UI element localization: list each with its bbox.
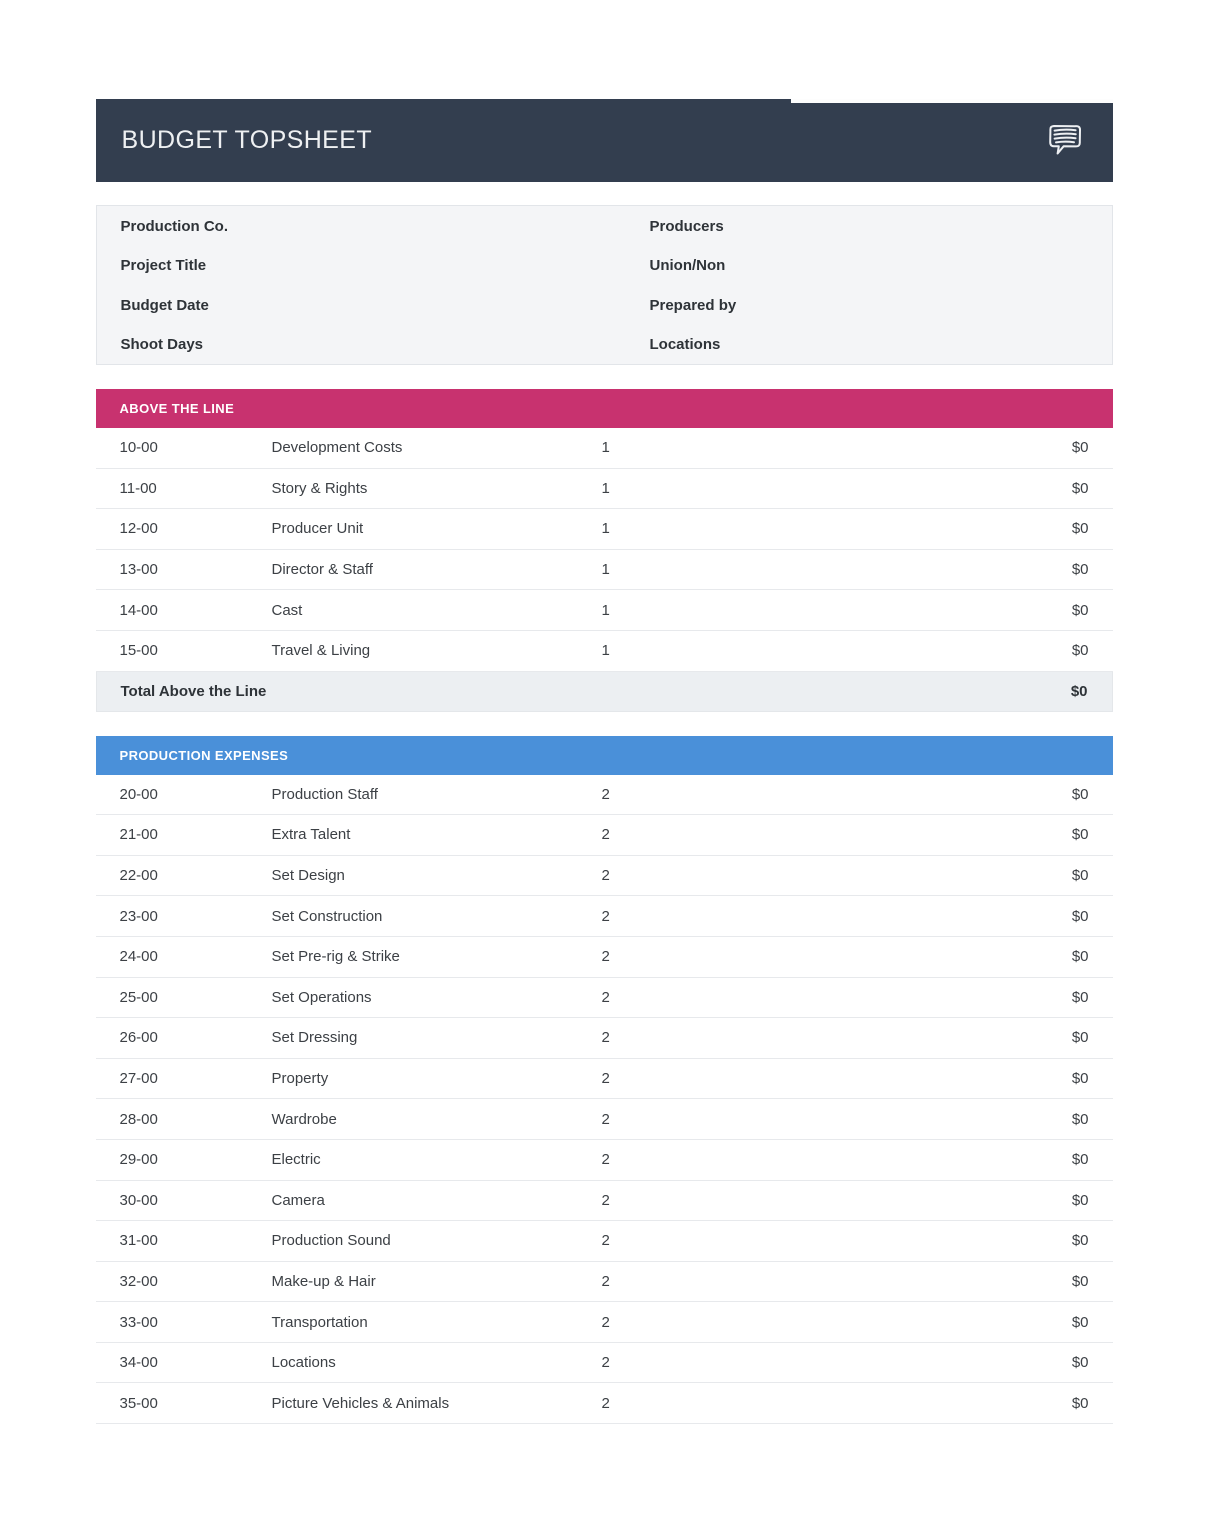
- field-label-shoot-days: Shoot Days: [120, 335, 204, 353]
- row-label: Property: [271, 1070, 329, 1088]
- info-panel: [96, 205, 1113, 365]
- info-column-right: [650, 207, 737, 364]
- row-amount: $0: [1071, 826, 1089, 844]
- field-label-prepared-by: Prepared by: [649, 296, 737, 314]
- row-label: Story & Rights: [271, 479, 368, 497]
- section-title: ABOVE THE LINE: [119, 401, 235, 416]
- row-label: Extra Talent: [271, 826, 351, 844]
- row-code: 31-00: [119, 1232, 158, 1250]
- row-label: Picture Vehicles & Animals: [271, 1394, 450, 1412]
- table-row: [96, 1262, 1113, 1303]
- table-row: [96, 775, 1113, 816]
- row-count: 1: [601, 642, 610, 660]
- row-amount: $0: [1071, 785, 1089, 803]
- budget-sections: [96, 389, 1113, 1424]
- table-row: [96, 631, 1113, 672]
- row-count: 2: [601, 907, 610, 925]
- row-code: 24-00: [119, 948, 158, 966]
- row-count: 1: [601, 479, 610, 497]
- field-label-locations: Locations: [649, 335, 721, 353]
- table-row: [96, 978, 1113, 1019]
- row-amount: $0: [1071, 1070, 1089, 1088]
- budget-section-above-the-line: [96, 389, 1113, 712]
- section-header-bar: [96, 736, 1113, 775]
- row-label: Electric: [271, 1151, 321, 1169]
- table-row: [96, 509, 1113, 550]
- row-code: 15-00: [119, 642, 158, 660]
- row-count: 2: [601, 1029, 610, 1047]
- row-label: Travel & Living: [271, 642, 371, 660]
- row-label: Camera: [271, 1191, 325, 1209]
- row-count: 1: [601, 561, 610, 579]
- row-count: 1: [601, 520, 610, 538]
- row-label: Production Staff: [271, 785, 378, 803]
- row-code: 33-00: [119, 1313, 158, 1331]
- row-amount: $0: [1071, 601, 1089, 619]
- row-count: 2: [601, 1110, 610, 1128]
- row-count: 2: [601, 1191, 610, 1209]
- row-amount: $0: [1071, 520, 1089, 538]
- row-count: 2: [601, 988, 610, 1006]
- page-title: BUDGET TOPSHEET: [121, 126, 373, 154]
- row-amount: $0: [1071, 948, 1089, 966]
- row-label: Director & Staff: [271, 561, 373, 579]
- field-label-project-title: Project Title: [120, 257, 207, 275]
- row-label: Producer Unit: [271, 520, 364, 538]
- row-code: 35-00: [119, 1394, 158, 1412]
- row-label: Make-up & Hair: [271, 1272, 376, 1290]
- row-code: 27-00: [119, 1070, 158, 1088]
- row-code: 34-00: [119, 1354, 158, 1372]
- header-notch: [791, 99, 1113, 103]
- table-row: [96, 937, 1113, 978]
- row-count: 2: [601, 1394, 610, 1412]
- row-code: 21-00: [119, 826, 158, 844]
- row-amount: $0: [1071, 1313, 1089, 1331]
- row-count: 2: [601, 826, 610, 844]
- row-label: Cast: [271, 601, 303, 619]
- row-label: Production Sound: [271, 1232, 391, 1250]
- row-count: 2: [601, 867, 610, 885]
- table-row: [96, 1059, 1113, 1100]
- row-amount: $0: [1071, 907, 1089, 925]
- table-row: [96, 1302, 1113, 1343]
- table-row: [96, 1140, 1113, 1181]
- section-total-row: [96, 672, 1113, 712]
- row-count: 2: [601, 1313, 610, 1331]
- row-code: 23-00: [119, 907, 158, 925]
- row-amount: $0: [1071, 1354, 1089, 1372]
- row-amount: $0: [1071, 439, 1089, 457]
- row-amount: $0: [1071, 1029, 1089, 1047]
- row-label: Set Operations: [271, 988, 372, 1006]
- row-label: Set Dressing: [271, 1029, 358, 1047]
- row-count: 2: [601, 1272, 610, 1290]
- field-label-budget-date: Budget Date: [120, 296, 209, 314]
- row-amount: $0: [1071, 642, 1089, 660]
- row-code: 28-00: [119, 1110, 158, 1128]
- row-amount: $0: [1071, 988, 1089, 1006]
- table-row: [96, 815, 1113, 856]
- comment-bubble-icon[interactable]: [1047, 122, 1083, 160]
- row-code: 12-00: [119, 520, 158, 538]
- table-row: [96, 1018, 1113, 1059]
- row-code: 32-00: [119, 1272, 158, 1290]
- row-code: 26-00: [119, 1029, 158, 1047]
- field-label-union-non: Union/Non: [649, 257, 726, 275]
- row-amount: $0: [1071, 1191, 1089, 1209]
- row-count: 2: [601, 1354, 610, 1372]
- section-header-bar: [96, 389, 1113, 428]
- row-label: Set Construction: [271, 907, 383, 925]
- row-code: 20-00: [119, 785, 158, 803]
- row-count: 2: [601, 1151, 610, 1169]
- total-amount: $0: [1070, 682, 1088, 700]
- row-count: 2: [601, 785, 610, 803]
- table-row: [96, 1383, 1113, 1424]
- table-row: [96, 856, 1113, 897]
- table-row: [96, 1099, 1113, 1140]
- table-row: [96, 550, 1113, 591]
- row-code: 14-00: [119, 601, 158, 619]
- table-row: [96, 896, 1113, 937]
- row-code: 30-00: [119, 1191, 158, 1209]
- row-count: 2: [601, 1232, 610, 1250]
- row-amount: $0: [1071, 561, 1089, 579]
- table-row: [96, 1343, 1113, 1384]
- row-code: 25-00: [119, 988, 158, 1006]
- row-label: Locations: [271, 1354, 336, 1372]
- table-row: [96, 469, 1113, 510]
- table-row: [96, 590, 1113, 631]
- row-amount: $0: [1071, 1110, 1089, 1128]
- table-row: [96, 1181, 1113, 1222]
- row-label: Set Pre-rig & Strike: [271, 948, 400, 966]
- section-title: PRODUCTION EXPENSES: [119, 747, 289, 763]
- row-code: 13-00: [119, 561, 158, 579]
- row-code: 10-00: [119, 439, 158, 457]
- row-amount: $0: [1071, 1151, 1089, 1169]
- table-row: [96, 1221, 1113, 1262]
- row-code: 11-00: [119, 479, 157, 497]
- row-amount: $0: [1071, 867, 1089, 885]
- total-label: Total Above the Line: [120, 682, 267, 700]
- row-label: Wardrobe: [271, 1110, 337, 1128]
- row-amount: $0: [1071, 1272, 1089, 1290]
- row-count: 2: [601, 1070, 610, 1088]
- page-header: [96, 99, 1113, 182]
- budget-topsheet-page: [96, 0, 1113, 1424]
- row-label: Development Costs: [271, 439, 403, 457]
- field-label-producers: Producers: [649, 218, 724, 236]
- row-count: 1: [601, 439, 610, 457]
- row-amount: $0: [1071, 1232, 1089, 1250]
- row-code: 29-00: [119, 1151, 158, 1169]
- row-count: 1: [601, 601, 610, 619]
- row-amount: $0: [1071, 479, 1089, 497]
- table-row: [96, 428, 1113, 469]
- row-amount: $0: [1071, 1394, 1089, 1412]
- field-label-production-co: Production Co.: [120, 218, 228, 236]
- budget-section-production-expenses: [96, 736, 1113, 1425]
- row-label: Set Design: [271, 867, 345, 885]
- row-count: 2: [601, 948, 610, 966]
- row-label: Transportation: [271, 1313, 368, 1331]
- info-column-left: [121, 207, 650, 364]
- row-code: 22-00: [119, 867, 158, 885]
